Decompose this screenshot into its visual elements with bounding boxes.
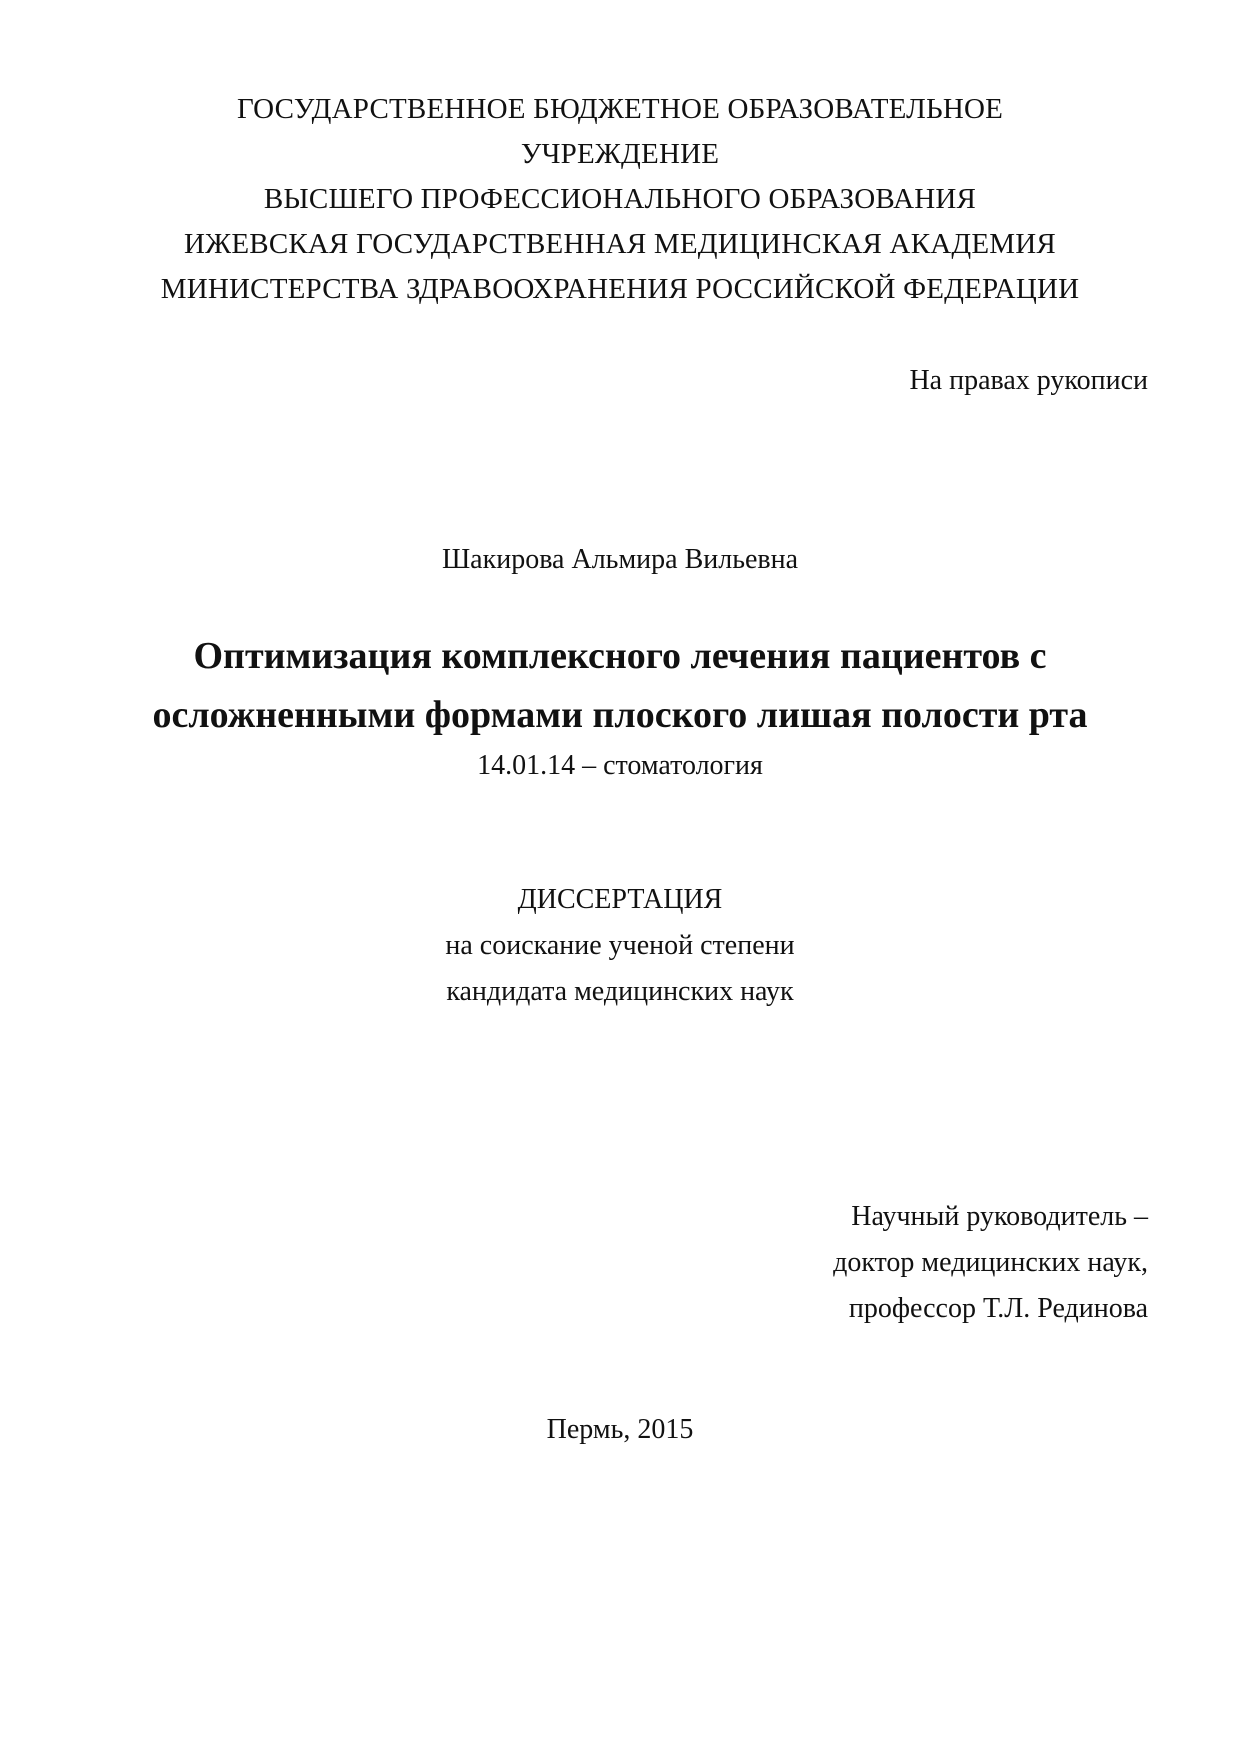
institution-line-3: ВЫСШЕГО ПРОФЕССИОНАЛЬНОГО ОБРАЗОВАНИЯ: [263, 183, 977, 215]
dissertation-title-line-2: осложненными формами плоского лишая полости рта: [152, 694, 1088, 736]
institution-line-1: ГОСУДАРСТВЕННОЕ БЮДЖЕТНОЕ ОБРАЗОВАТЕЛЬНОЕ: [236, 93, 1004, 125]
document-type: ДИССЕРТАЦИЯ: [517, 884, 723, 915]
degree-purpose: на соискание ученой степени: [445, 930, 795, 961]
manuscript-note: На правах рукописи: [909, 365, 1148, 396]
institution-line-5: МИНИСТЕРСТВА ЗДРАВООХРАНЕНИЯ РОССИЙСКОЙ ФЕДЕРАЦИИ: [160, 273, 1080, 305]
institution-line-4: ИЖЕВСКАЯ ГОСУДАРСТВЕННАЯ МЕДИЦИНСКАЯ АКАДЕМИЯ: [184, 228, 1056, 260]
institution-line-2: УЧРЕЖДЕНИЕ: [520, 138, 720, 170]
dissertation-title-line-1: Оптимизация комплексного лечения пациентов с: [193, 635, 1047, 677]
specialty-code: 14.01.14 – стоматология: [477, 750, 763, 781]
supervisor-line-1: Научный руководитель –: [851, 1201, 1148, 1232]
place-year: Пермь, 2015: [546, 1414, 694, 1445]
author-name: Шакирова Альмира Вильевна: [441, 544, 799, 575]
degree-name: кандидата медицинских наук: [446, 976, 794, 1007]
supervisor-line-2: доктор медицинских наук,: [833, 1247, 1148, 1278]
supervisor-line-3: профессор Т.Л. Рединова: [848, 1293, 1148, 1324]
